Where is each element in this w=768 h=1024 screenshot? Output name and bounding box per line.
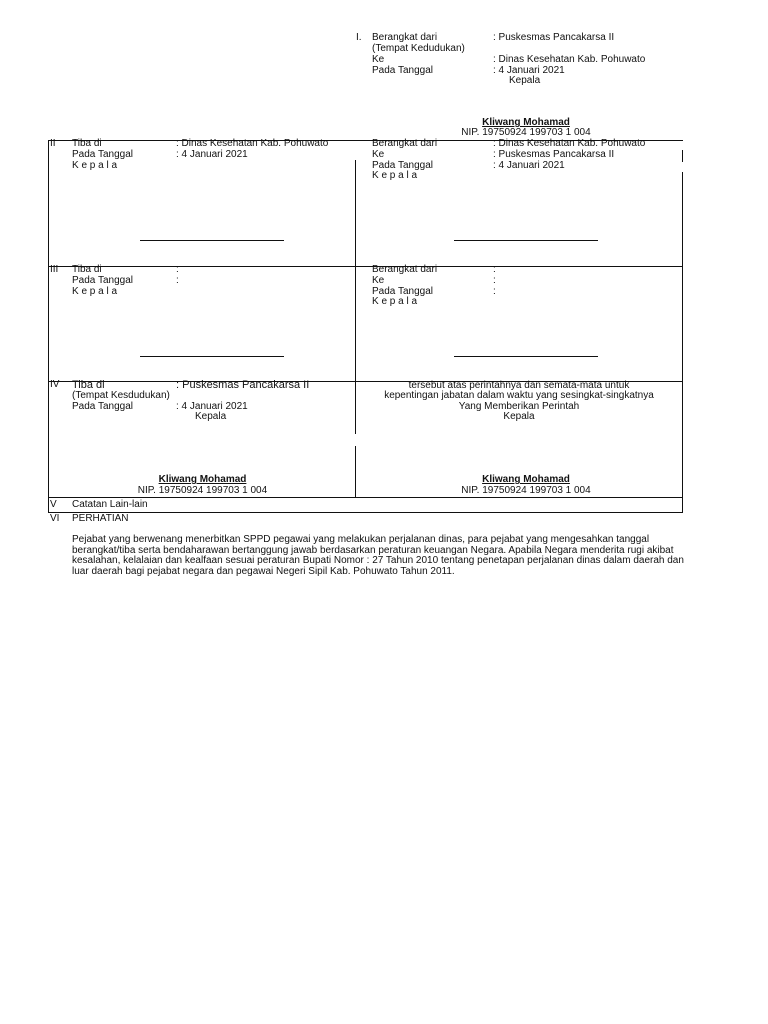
tiba-label: Tiba di <box>72 264 102 275</box>
tanggal-label: Pada Tanggal <box>72 275 133 286</box>
berangkat-label: Berangkat dari <box>372 32 438 43</box>
signature-line <box>454 356 598 357</box>
signature-line <box>454 240 598 241</box>
ke-label: Ke <box>372 54 385 65</box>
signature-line <box>140 240 284 241</box>
tanggal-value: : 4 Januari 2021 <box>176 149 248 160</box>
row-divider-5 <box>48 512 683 513</box>
table-right-border <box>682 172 683 512</box>
tanggal-label: Pada Tanggal <box>372 65 433 76</box>
tanggal-value: : 4 Januari 2021 <box>493 160 565 171</box>
table-middle-divider-lower <box>355 446 356 497</box>
tiba-value: : Dinas Kesehatan Kab. Pohuwato <box>176 138 329 149</box>
tanggal-colon: : <box>493 286 496 297</box>
kepala-title: Kepala <box>509 75 541 86</box>
berangkat-colon: : <box>493 264 496 275</box>
tanggal-label: Pada Tanggal <box>72 149 133 160</box>
perintah-text-line-1: tersebut atas perintahnya dan semata-mata untuk <box>408 380 630 391</box>
ke-label: Ke <box>372 275 385 286</box>
kepala-title: K e p a l a <box>372 296 418 307</box>
kepala-title: K e p a l a <box>372 170 418 181</box>
ke-colon: : <box>493 275 496 286</box>
row-divider-2 <box>48 266 683 267</box>
tanggal-label: Pada Tanggal <box>372 160 433 171</box>
table-right-border-tick <box>682 150 683 162</box>
ke-value: : Dinas Kesehatan Kab. Pohuwato <box>493 54 646 65</box>
tiba-label: Tiba di <box>72 379 105 391</box>
section-number-5: V <box>50 499 57 510</box>
kepala-title: Kepala <box>503 411 535 422</box>
ke-label: Ke <box>372 149 385 160</box>
tanggal-value: : 4 Januari 2021 <box>176 401 248 412</box>
tiba-colon: : <box>176 264 179 275</box>
signatory-name: Kliwang Mohamad <box>482 117 570 128</box>
signatory-nip: NIP. 19750924 199703 1 004 <box>461 127 591 138</box>
kepala-title: K e p a l a <box>72 160 118 171</box>
row-divider-4 <box>48 497 683 498</box>
berangkat-value: : Puskesmas Pancakarsa II <box>493 32 615 43</box>
catatan-label: Catatan Lain-lain <box>72 499 148 510</box>
berangkat-label: Berangkat dari <box>372 264 438 275</box>
signature-line <box>140 356 284 357</box>
section-number-2: II <box>50 138 56 149</box>
perintah-text-line-3: Yang Memberikan Perintah <box>458 401 580 412</box>
tempat-kedudukan-label: (Tempat Kesdudukan) <box>72 390 170 401</box>
perintah-text-line-2: kepentingan jabatan dalam waktu yang sesingkat-singkatnya <box>384 390 654 401</box>
kepala-title: Kepala <box>195 411 227 422</box>
perhatian-paragraph: Pejabat yang berwenang menerbitkan SPPD pegawai yang melakukan perjalanan dinas, para pejabat yang mengesahkan tanggal berangkat/tiba serta bendaharawan bertanggung jawab berdasarkan peraturan keuangan Negara. Apabila Negara menderita rugi akibat kesalahan, kelalaian dan kealfaan sesuai peraturan Bupati Nomor : 27 Tahun 2010 tentang penetapan perjalanan dinas dalam daerah dan luar daerah bagi pejabat negara dan pegawai Negeri Sipil Kab. Pohuwato Tahun 2011. <box>72 534 684 577</box>
tiba-label: Tiba di <box>72 138 102 149</box>
perhatian-heading: PERHATIAN <box>72 513 129 524</box>
section-number-6: VI <box>50 513 60 524</box>
signatory-name: Kliwang Mohamad <box>482 474 570 485</box>
section-number-3: III <box>50 264 59 275</box>
table-left-border <box>48 140 49 512</box>
tempat-kedudukan-label: (Tempat Kedudukan) <box>372 43 465 54</box>
tanggal-label: Pada Tanggal <box>372 286 433 297</box>
berangkat-value: : Dinas Kesehatan Kab. Pohuwato <box>493 138 646 149</box>
kepala-title: K e p a l a <box>72 286 118 297</box>
tanggal-colon: : <box>176 275 179 286</box>
signatory-name: Kliwang Mohamad <box>158 474 247 485</box>
berangkat-label: Berangkat dari <box>372 138 438 149</box>
section-number-1: I. <box>356 32 362 43</box>
section-number-4: IV <box>50 379 60 390</box>
tiba-value: : Puskesmas Pancakarsa II <box>176 379 310 391</box>
signatory-nip: NIP. 19750924 199703 1 004 <box>137 485 268 496</box>
ke-value: : Puskesmas Pancakarsa II <box>493 149 615 160</box>
signatory-nip: NIP. 19750924 199703 1 004 <box>461 485 591 496</box>
tanggal-label: Pada Tanggal <box>72 401 133 412</box>
tanggal-value: : 4 Januari 2021 <box>493 65 565 76</box>
